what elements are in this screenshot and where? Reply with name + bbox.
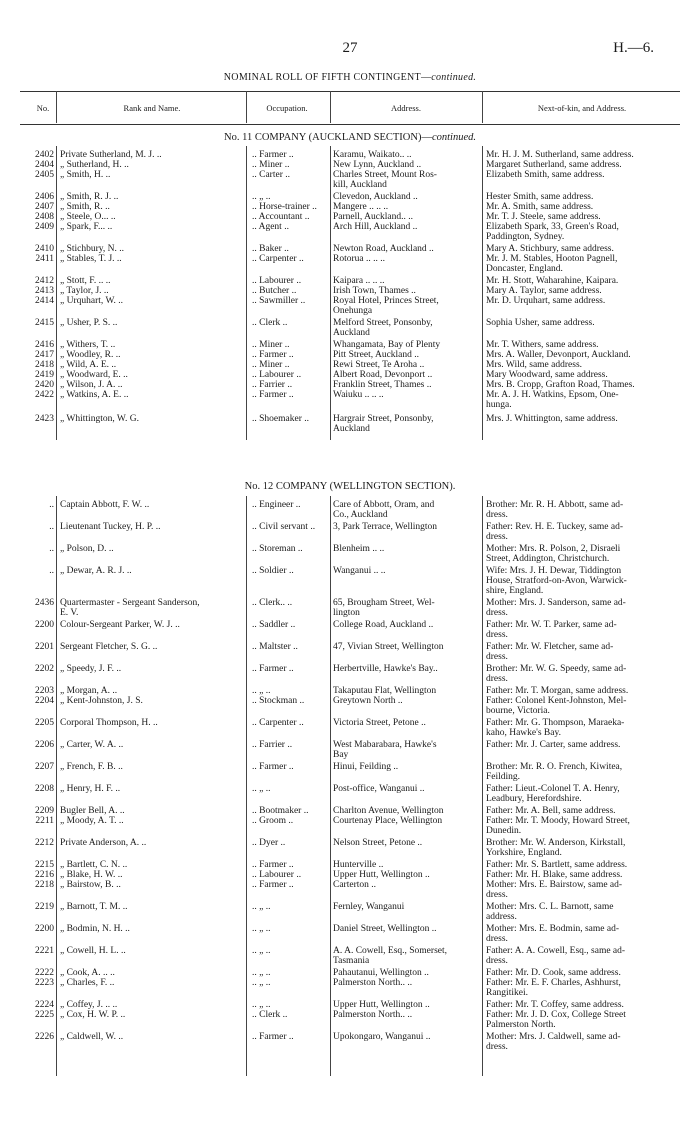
cell-next-of-kin: Father: Mr. E. F. Charles, Ashhurst, Rangitikei. bbox=[486, 978, 621, 998]
cell-occupation: .. Engineer .. bbox=[252, 500, 301, 510]
cell-number: 2436 bbox=[35, 598, 54, 608]
cell-address: Daniel Street, Wellington .. bbox=[333, 924, 437, 934]
divider bbox=[246, 91, 247, 123]
cell-number: 2212 bbox=[35, 838, 54, 848]
cell-occupation: .. Horse-trainer .. bbox=[252, 202, 317, 212]
cell-rank-name: Captain Abbott, F. W. .. bbox=[60, 500, 150, 510]
cell-next-of-kin: Mother: Mrs. E. Bairstow, same ad- dress. bbox=[486, 880, 623, 900]
col-no: No. bbox=[36, 103, 50, 113]
cell-occupation: .. Stockman .. bbox=[252, 696, 305, 706]
cell-rank-name: „ Smith, R. .. bbox=[60, 202, 110, 212]
cell-rank-name: „ Blake, H. W. .. bbox=[60, 870, 123, 880]
cell-number: .. bbox=[49, 500, 54, 510]
cell-number: 2413 bbox=[35, 286, 54, 296]
cell-next-of-kin: Brother: Mr. R. O. French, Kiwitea, Feilding. bbox=[486, 762, 623, 782]
cell-address: Irish Town, Thames .. bbox=[333, 286, 416, 296]
cell-rank-name: Lieutenant Tuckey, H. P. .. bbox=[60, 522, 161, 532]
cell-rank-name: „ French, F. B. .. bbox=[60, 762, 123, 772]
cell-next-of-kin: Mother: Mrs. C. L. Barnott, same address. bbox=[486, 902, 614, 922]
cell-number: .. bbox=[49, 522, 54, 532]
cell-rank-name: „ Bartlett, C. N. .. bbox=[60, 860, 128, 870]
cell-occupation: .. Farmer .. bbox=[252, 150, 294, 160]
cell-address: Upokongaro, Wanganui .. bbox=[333, 1032, 431, 1042]
cell-next-of-kin: Father: Lieut.-Colonel T. A. Henry, Leadbury, Herefordshire. bbox=[486, 784, 620, 804]
cell-address: Herbertville, Hawke's Bay.. bbox=[333, 664, 438, 674]
cell-number: .. bbox=[49, 566, 54, 576]
cell-number: 2208 bbox=[35, 784, 54, 794]
cell-rank-name: „ Carter, W. A. .. bbox=[60, 740, 124, 750]
cell-address: Rotorua .. .. .. bbox=[333, 254, 385, 264]
cell-number: 2202 bbox=[35, 664, 54, 674]
cell-occupation: .. „ .. bbox=[252, 924, 271, 934]
cell-occupation: .. Miner .. bbox=[252, 340, 290, 350]
section-heading-auckland bbox=[0, 132, 700, 143]
cell-rank-name: „ Henry, H. F. .. bbox=[60, 784, 121, 794]
cell-address: Clevedon, Auckland .. bbox=[333, 192, 418, 202]
cell-occupation: .. „ .. bbox=[252, 1000, 271, 1010]
cell-address: Palmerston North.. .. bbox=[333, 978, 413, 988]
cell-occupation: .. Dyer .. bbox=[252, 838, 286, 848]
cell-occupation: .. Accountant .. bbox=[252, 212, 310, 222]
cell-occupation: .. Carter .. bbox=[252, 170, 290, 180]
cell-next-of-kin: Mary Woodward, same address. bbox=[486, 370, 608, 380]
cell-occupation: .. „ .. bbox=[252, 902, 271, 912]
cell-next-of-kin: Father: Colonel Kent-Johnston, Mel- bourne, Victoria. bbox=[486, 696, 627, 716]
cell-address: Hargrair Street, Ponsonby, Auckland bbox=[333, 414, 434, 434]
cell-occupation: .. Groom .. bbox=[252, 816, 294, 826]
cell-address: Fernley, Wanganui bbox=[333, 902, 405, 912]
cell-address: Charlton Avenue, Wellington bbox=[333, 806, 444, 816]
col-address: Address. bbox=[391, 103, 421, 113]
cell-occupation: .. Carpenter .. bbox=[252, 254, 304, 264]
cell-next-of-kin: Mary A. Stichbury, same address. bbox=[486, 244, 614, 254]
cell-address: Waiuku .. .. .. bbox=[333, 390, 384, 400]
cell-next-of-kin: Father: Mr. T. Coffey, same address. bbox=[486, 1000, 624, 1010]
cell-occupation: .. Clerk.. .. bbox=[252, 598, 293, 608]
cell-next-of-kin: Mother: Mrs. J. Caldwell, same ad- dress. bbox=[486, 1032, 621, 1052]
cell-number: 2417 bbox=[35, 350, 54, 360]
cell-next-of-kin: Mother: Mrs. E. Bodmin, same ad- dress. bbox=[486, 924, 619, 944]
title-suffix: continued. bbox=[431, 72, 477, 83]
cell-number: 2205 bbox=[35, 718, 54, 728]
cell-next-of-kin: Mr. J. M. Stables, Hooton Pagnell, Doncaster, England. bbox=[486, 254, 618, 274]
cell-next-of-kin: Brother: Mr. R. H. Abbott, same ad- dress. bbox=[486, 500, 624, 520]
cell-address: Upper Hutt, Wellington .. bbox=[333, 870, 430, 880]
divider bbox=[56, 146, 57, 440]
cell-occupation: .. Labourer .. bbox=[252, 276, 302, 286]
cell-address: 47, Vivian Street, Wellington bbox=[333, 642, 444, 652]
cell-occupation: .. Farmer .. bbox=[252, 664, 294, 674]
cell-rank-name: Sergeant Fletcher, S. G. .. bbox=[60, 642, 158, 652]
divider bbox=[482, 146, 483, 440]
cell-next-of-kin: Elizabeth Smith, same address. bbox=[486, 170, 605, 180]
cell-occupation: .. Storeman .. bbox=[252, 544, 303, 554]
cell-occupation: .. Clerk .. bbox=[252, 318, 288, 328]
cell-next-of-kin: Father: Mr. J. D. Cox, College Street Palmerston North. bbox=[486, 1010, 626, 1030]
cell-rank-name: „ Bodmin, N. H. .. bbox=[60, 924, 130, 934]
cell-address: Carterton .. bbox=[333, 880, 377, 890]
cell-number: 2226 bbox=[35, 1032, 54, 1042]
cell-address: Newton Road, Auckland .. bbox=[333, 244, 434, 254]
cell-address: Takaputau Flat, Wellington bbox=[333, 686, 437, 696]
cell-address: A. A. Cowell, Esq., Somerset, Tasmania bbox=[333, 946, 447, 966]
cell-number: 2416 bbox=[35, 340, 54, 350]
col-occupation: Occupation. bbox=[266, 103, 308, 113]
cell-address: Mangere .. .. .. bbox=[333, 202, 389, 212]
cell-address: Parnell, Auckland.. .. bbox=[333, 212, 413, 222]
cell-address: Victoria Street, Petone .. bbox=[333, 718, 426, 728]
cell-rank-name: „ Morgan, A. .. bbox=[60, 686, 118, 696]
cell-occupation: .. Farmer .. bbox=[252, 762, 294, 772]
cell-number: 2407 bbox=[35, 202, 54, 212]
cell-occupation: .. Civil servant .. bbox=[252, 522, 316, 532]
cell-number: 2206 bbox=[35, 740, 54, 750]
cell-occupation: .. Agent .. bbox=[252, 222, 289, 232]
cell-rank-name: „ Wild, A. E. .. bbox=[60, 360, 117, 370]
cell-occupation: .. „ .. bbox=[252, 784, 271, 794]
divider bbox=[246, 496, 247, 1076]
cell-rank-name: „ Stables, T. J. .. bbox=[60, 254, 122, 264]
cell-number: 2405 bbox=[35, 170, 54, 180]
cell-occupation: .. Soldier .. bbox=[252, 566, 294, 576]
cell-number: 2420 bbox=[35, 380, 54, 390]
cell-occupation: .. Farrier .. bbox=[252, 380, 293, 390]
cell-occupation: .. Carpenter .. bbox=[252, 718, 304, 728]
cell-rank-name: Private Sutherland, M. J. .. bbox=[60, 150, 162, 160]
cell-next-of-kin: Mr. H. Stott, Waharahine, Kaipara. bbox=[486, 276, 619, 286]
cell-next-of-kin: Father: Mr. A. Bell, same address. bbox=[486, 806, 616, 816]
cell-number: 2204 bbox=[35, 696, 54, 706]
cell-address: Wanganui .. .. bbox=[333, 566, 386, 576]
cell-next-of-kin: Mother: Mrs. R. Polson, 2, Disraeli Street, Addington, Christchurch. bbox=[486, 544, 621, 564]
cell-occupation: .. Maltster .. bbox=[252, 642, 298, 652]
cell-rank-name: Private Anderson, A. .. bbox=[60, 838, 147, 848]
cell-next-of-kin: Father: Mr. D. Cook, same address. bbox=[486, 968, 621, 978]
cell-occupation: .. Clerk .. bbox=[252, 1010, 288, 1020]
divider bbox=[330, 146, 331, 440]
cell-number: 2408 bbox=[35, 212, 54, 222]
cell-rank-name: „ Steele, O... .. bbox=[60, 212, 116, 222]
cell-address: Upper Hutt, Wellington .. bbox=[333, 1000, 430, 1010]
cell-next-of-kin: Brother: Mr. W. Anderson, Kirkstall, Yorkshire, England. bbox=[486, 838, 626, 858]
cell-number: 2422 bbox=[35, 390, 54, 400]
cell-address: Courtenay Place, Wellington bbox=[333, 816, 443, 826]
cell-number: 2215 bbox=[35, 860, 54, 870]
cell-next-of-kin: Mr. T. Withers, same address. bbox=[486, 340, 599, 350]
cell-address: 3, Park Terrace, Wellington bbox=[333, 522, 438, 532]
cell-occupation: .. Farmer .. bbox=[252, 1032, 294, 1042]
cell-next-of-kin: Father: Mr. G. Thompson, Maraeka- kaho, Hawke's Bay. bbox=[486, 718, 625, 738]
cell-occupation: .. „ .. bbox=[252, 978, 271, 988]
cell-address: Albert Road, Devonport .. bbox=[333, 370, 433, 380]
cell-address: Post-office, Wanganui .. bbox=[333, 784, 425, 794]
cell-occupation: .. Farrier .. bbox=[252, 740, 293, 750]
title-text: NOMINAL ROLL OF FIFTH CONTINGENT— bbox=[223, 72, 432, 83]
cell-rank-name: „ Spark, F... .. bbox=[60, 222, 113, 232]
cell-next-of-kin: Hester Smith, same address. bbox=[486, 192, 594, 202]
cell-occupation: .. Miner .. bbox=[252, 360, 290, 370]
cell-address: Royal Hotel, Princes Street, Onehunga bbox=[333, 296, 439, 316]
cell-next-of-kin: Mrs. B. Cropp, Grafton Road, Thames. bbox=[486, 380, 635, 390]
cell-next-of-kin: Father: A. A. Cowell, Esq., same ad- dress. bbox=[486, 946, 626, 966]
cell-next-of-kin: Brother: Mr. W. G. Speedy, same ad- dress. bbox=[486, 664, 627, 684]
cell-rank-name: Bugler Bell, A. .. bbox=[60, 806, 125, 816]
cell-rank-name: Quartermaster - Sergeant Sanderson, E. V. bbox=[60, 598, 200, 618]
cell-next-of-kin: Father: Mr. T. Morgan, same address. bbox=[486, 686, 629, 696]
cell-rank-name: „ Stott, F. .. .. bbox=[60, 276, 111, 286]
cell-occupation: .. Butcher .. bbox=[252, 286, 297, 296]
cell-next-of-kin: Father: Mr. W. T. Parker, same ad- dress. bbox=[486, 620, 617, 640]
cell-number: 2225 bbox=[35, 1010, 54, 1020]
cell-number: 2222 bbox=[35, 968, 54, 978]
cell-number: 2423 bbox=[35, 414, 54, 424]
cell-rank-name: „ Dewar, A. R. J. .. bbox=[60, 566, 132, 576]
cell-next-of-kin: Mr. A. Smith, same address. bbox=[486, 202, 594, 212]
cell-number: 2406 bbox=[35, 192, 54, 202]
document-title bbox=[0, 72, 700, 83]
cell-rank-name: „ Polson, D. .. bbox=[60, 544, 114, 554]
section-heading-wellington bbox=[0, 481, 700, 492]
cell-number: 2419 bbox=[35, 370, 54, 380]
cell-address: Care of Abbott, Oram, and Co., Auckland bbox=[333, 500, 435, 520]
divider bbox=[56, 496, 57, 1076]
cell-number: 2414 bbox=[35, 296, 54, 306]
cell-address: Karamu, Waikato.. .. bbox=[333, 150, 412, 160]
cell-number: 2409 bbox=[35, 222, 54, 232]
cell-rank-name: „ Caldwell, W. .. bbox=[60, 1032, 124, 1042]
cell-occupation: .. „ .. bbox=[252, 968, 271, 978]
cell-rank-name: „ Sutherland, H. .. bbox=[60, 160, 129, 170]
cell-number: 2404 bbox=[35, 160, 54, 170]
cell-rank-name: Colour-Sergeant Parker, W. J. .. bbox=[60, 620, 180, 630]
cell-address: Melford Street, Ponsonby, Auckland bbox=[333, 318, 433, 338]
cell-address: Hinui, Feilding .. bbox=[333, 762, 399, 772]
cell-number: .. bbox=[49, 544, 54, 554]
cell-occupation: .. Labourer .. bbox=[252, 870, 302, 880]
cell-rank-name: „ Taylor, J. .. bbox=[60, 286, 109, 296]
cell-next-of-kin: Father: Mr. S. Bartlett, same address. bbox=[486, 860, 628, 870]
cell-occupation: .. Farmer .. bbox=[252, 880, 294, 890]
cell-number: 2418 bbox=[35, 360, 54, 370]
cell-address: Nelson Street, Petone .. bbox=[333, 838, 423, 848]
cell-rank-name: „ Cox, H. W. P. .. bbox=[60, 1010, 126, 1020]
cell-next-of-kin: Mrs. A. Waller, Devonport, Auckland. bbox=[486, 350, 631, 360]
cell-next-of-kin: Mary A. Taylor, same address. bbox=[486, 286, 602, 296]
cell-address: Franklin Street, Thames .. bbox=[333, 380, 432, 390]
cell-address: Palmerston North.. .. bbox=[333, 1010, 413, 1020]
divider bbox=[482, 496, 483, 1076]
cell-number: 2207 bbox=[35, 762, 54, 772]
cell-occupation: .. Farmer .. bbox=[252, 390, 294, 400]
cell-next-of-kin: Father: Mr. J. Carter, same address. bbox=[486, 740, 621, 750]
cell-address: Whangamata, Bay of Plenty bbox=[333, 340, 441, 350]
cell-number: 2201 bbox=[35, 642, 54, 652]
cell-next-of-kin: Mrs. Wild, same address. bbox=[486, 360, 583, 370]
cell-number: 2221 bbox=[35, 946, 54, 956]
cell-rank-name: „ Moody, A. T. .. bbox=[60, 816, 124, 826]
cell-occupation: .. Shoemaker .. bbox=[252, 414, 309, 424]
cell-rank-name: „ Stichbury, N. .. bbox=[60, 244, 125, 254]
cell-next-of-kin: Mr. A. J. H. Watkins, Epsom, One- hunga. bbox=[486, 390, 619, 410]
cell-next-of-kin: Sophia Usher, same address. bbox=[486, 318, 595, 328]
cell-occupation: .. Miner .. bbox=[252, 160, 290, 170]
cell-address: Pitt Street, Auckland .. bbox=[333, 350, 420, 360]
cell-rank-name: „ Kent-Johnston, J. S. bbox=[60, 696, 143, 706]
cell-rank-name: „ Smith, R. J. .. bbox=[60, 192, 119, 202]
cell-next-of-kin: Mrs. J. Whittington, same address. bbox=[486, 414, 618, 424]
divider bbox=[56, 91, 57, 123]
cell-next-of-kin: Mr. D. Urquhart, same address. bbox=[486, 296, 606, 306]
divider bbox=[330, 91, 331, 123]
page-number: 27 bbox=[342, 40, 358, 56]
cell-next-of-kin: Father: Mr. T. Moody, Howard Street, Dunedin. bbox=[486, 816, 630, 836]
cell-rank-name: „ Wilson, J. A. .. bbox=[60, 380, 123, 390]
divider bbox=[330, 496, 331, 1076]
section-title-suffix: continued. bbox=[431, 132, 476, 143]
cell-rank-name: „ Charles, F. .. bbox=[60, 978, 115, 988]
cell-rank-name: „ Withers, T. .. bbox=[60, 340, 116, 350]
cell-number: 2216 bbox=[35, 870, 54, 880]
cell-occupation: .. Farmer .. bbox=[252, 860, 294, 870]
cell-address: West Mabarabara, Hawke's Bay bbox=[333, 740, 437, 760]
cell-occupation: .. Saddler .. bbox=[252, 620, 296, 630]
cell-address: 65, Brougham Street, Wel- lington bbox=[333, 598, 435, 618]
cell-rank-name: „ Barnott, T. M. .. bbox=[60, 902, 128, 912]
cell-rank-name: „ Speedy, J. F. .. bbox=[60, 664, 122, 674]
cell-address: Kaipara .. .. .. bbox=[333, 276, 385, 286]
cell-rank-name: „ Watkins, A. E. .. bbox=[60, 390, 129, 400]
cell-address: Rewi Street, Te Aroha .. bbox=[333, 360, 425, 370]
cell-occupation: .. „ .. bbox=[252, 946, 271, 956]
cell-number: 2218 bbox=[35, 880, 54, 890]
cell-next-of-kin: Father: Mr. W. Fletcher, same ad- dress. bbox=[486, 642, 614, 662]
cell-occupation: .. Farmer .. bbox=[252, 350, 294, 360]
cell-next-of-kin: Father: Mr. H. Blake, same address. bbox=[486, 870, 623, 880]
cell-occupation: .. Baker .. bbox=[252, 244, 289, 254]
cell-rank-name: „ Urquhart, W. .. bbox=[60, 296, 124, 306]
cell-address: Hunterville .. bbox=[333, 860, 384, 870]
cell-number: 2211 bbox=[35, 816, 54, 826]
cell-occupation: .. Sawmiller .. bbox=[252, 296, 306, 306]
cell-number: 2411 bbox=[35, 254, 54, 264]
cell-number: 2209 bbox=[35, 806, 54, 816]
cell-address: New Lynn, Auckland .. bbox=[333, 160, 422, 170]
cell-rank-name: „ Woodley, R. .. bbox=[60, 350, 121, 360]
cell-address: Arch Hill, Auckland .. bbox=[333, 222, 418, 232]
cell-number: 2219 bbox=[35, 902, 54, 912]
cell-next-of-kin: Father: Rev. H. E. Tuckey, same ad- dress. bbox=[486, 522, 624, 542]
cell-occupation: .. Bootmaker .. bbox=[252, 806, 309, 816]
cell-number: 2200 bbox=[35, 924, 54, 934]
cell-address: Charles Street, Mount Ros- kill, Auckland bbox=[333, 170, 437, 190]
cell-number: 2223 bbox=[35, 978, 54, 988]
section-title: No. 12 COMPANY (WELLINGTON SECTION). bbox=[244, 481, 456, 492]
cell-rank-name: „ Usher, P. S. .. bbox=[60, 318, 118, 328]
cell-address: Blenheim .. .. bbox=[333, 544, 385, 554]
cell-rank-name: „ Coffey, J. .. .. bbox=[60, 1000, 118, 1010]
cell-rank-name: „ Woodward, E. .. bbox=[60, 370, 128, 380]
cell-address: Greytown North .. bbox=[333, 696, 403, 706]
cell-rank-name: Corporal Thompson, H. .. bbox=[60, 718, 158, 728]
cell-number: 2402 bbox=[35, 150, 54, 160]
col-rank-name: Rank and Name. bbox=[123, 103, 181, 113]
cell-number: 2224 bbox=[35, 1000, 54, 1010]
cell-number: 2412 bbox=[35, 276, 54, 286]
cell-next-of-kin: Mr. T. J. Steele, same address. bbox=[486, 212, 601, 222]
cell-next-of-kin: Elizabeth Spark, 33, Green's Road, Paddington, Sydney. bbox=[486, 222, 619, 242]
divider bbox=[482, 91, 483, 123]
cell-number: 2415 bbox=[35, 318, 54, 328]
cell-rank-name: „ Cowell, H. L. .. bbox=[60, 946, 126, 956]
cell-occupation: .. „ .. bbox=[252, 192, 271, 202]
cell-rank-name: „ Whittington, W. G. bbox=[60, 414, 139, 424]
cell-rank-name: „ Smith, H. .. bbox=[60, 170, 111, 180]
column-header bbox=[20, 91, 680, 125]
cell-number: 2410 bbox=[35, 244, 54, 254]
cell-address: College Road, Auckland .. bbox=[333, 620, 434, 630]
cell-number: 2203 bbox=[35, 686, 54, 696]
cell-occupation: .. Labourer .. bbox=[252, 370, 302, 380]
document-reference: H.—6. bbox=[613, 40, 654, 56]
cell-rank-name: „ Bairstow, B. .. bbox=[60, 880, 121, 890]
cell-occupation: .. „ .. bbox=[252, 686, 271, 696]
cell-next-of-kin: Mother: Mrs. J. Sanderson, same ad- dress. bbox=[486, 598, 626, 618]
cell-address: Pahautanui, Wellington .. bbox=[333, 968, 429, 978]
cell-next-of-kin: Margaret Sutherland, same address. bbox=[486, 160, 622, 170]
cell-rank-name: „ Cook, A. .. .. bbox=[60, 968, 115, 978]
divider bbox=[246, 146, 247, 440]
cell-next-of-kin: Mr. H. J. M. Sutherland, same address. bbox=[486, 150, 634, 160]
cell-next-of-kin: Wife: Mrs. J. H. Dewar, Tiddington House, Stratford-on-Avon, Warwick- shire, England. bbox=[486, 566, 627, 596]
col-next-of-kin: Next-of-kin, and Address. bbox=[537, 103, 627, 113]
section-title: No. 11 COMPANY (AUCKLAND SECTION)— bbox=[224, 132, 432, 143]
cell-number: 2200 bbox=[35, 620, 54, 630]
